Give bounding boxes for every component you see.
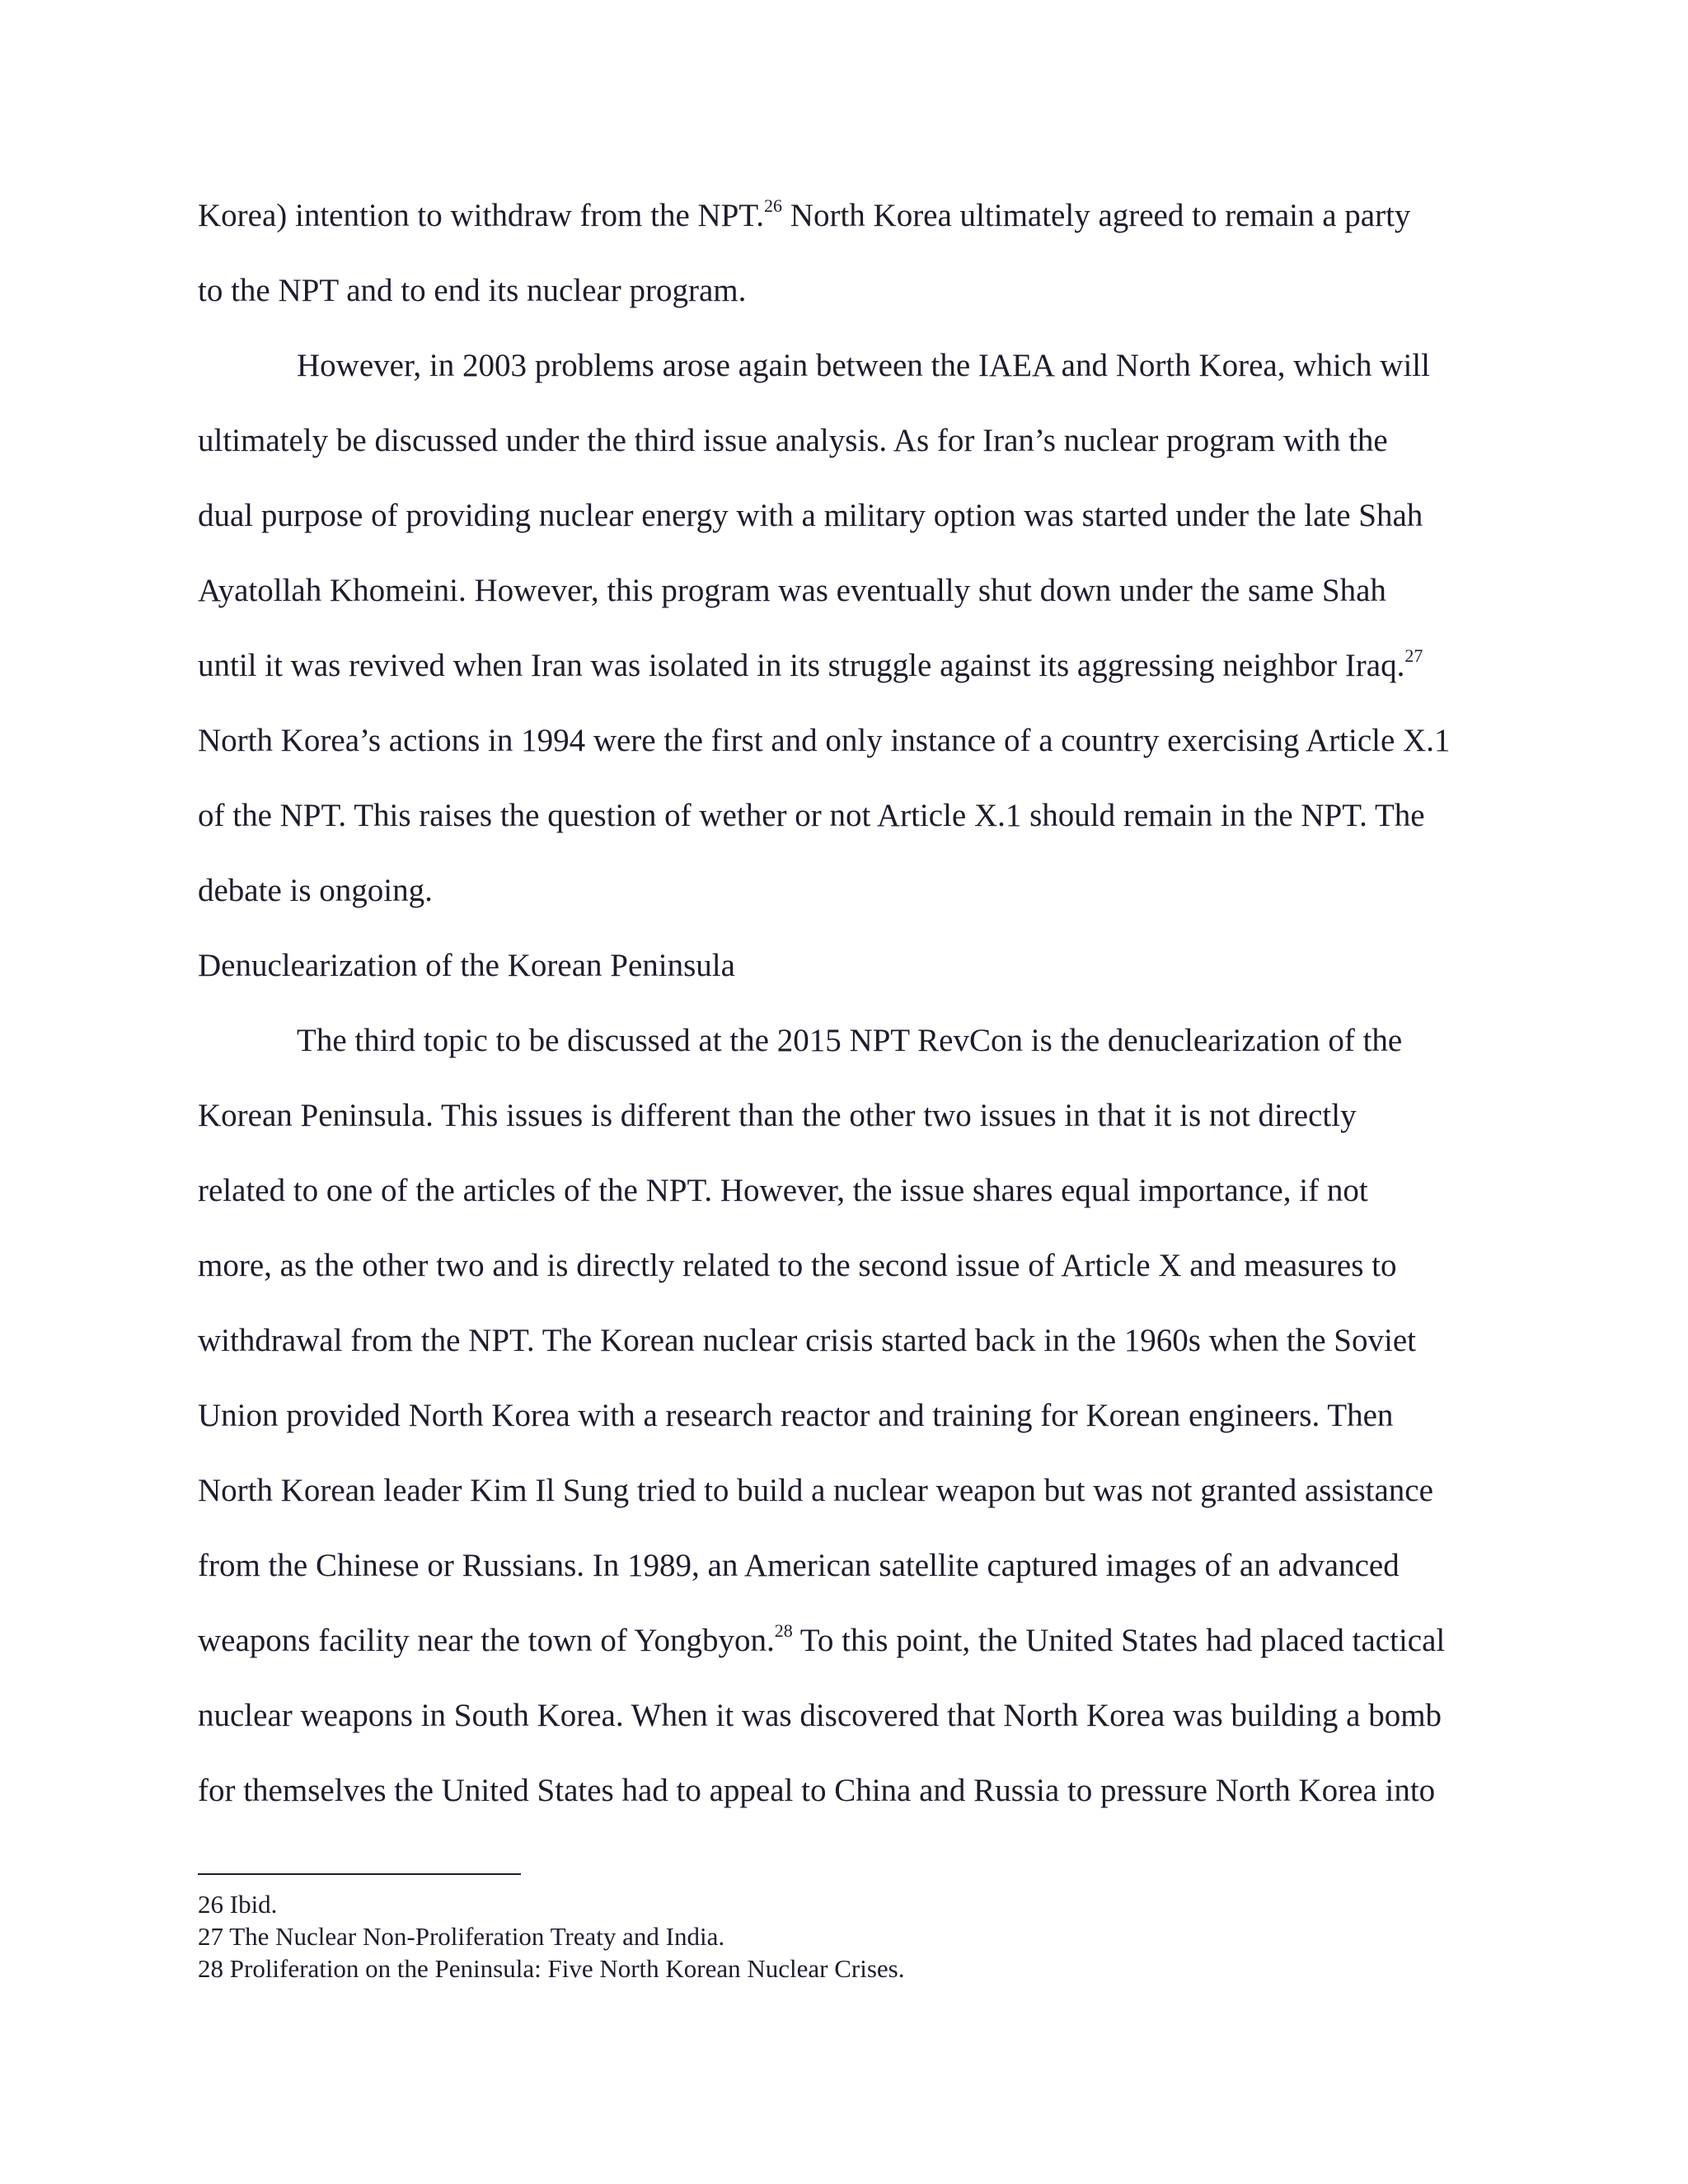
body-line: nuclear weapons in South Korea. When it was discovered that North Korea was building a bomb — [198, 1698, 1442, 1733]
body-line: for themselves the United States had to appeal to China and Russia to pressure North Korea into — [198, 1773, 1436, 1808]
footnote-separator — [198, 1873, 521, 1875]
footnote-ref: 28 — [774, 1620, 793, 1641]
body-line: Korea) intention to withdraw from the NPT.$^{26}$ North Korea ultimately agreed to remain a party — [198, 195, 1411, 233]
body-line: North Korea’s actions in 1994 were the first and only instance of a country exercising Article X.1 — [198, 723, 1451, 758]
body-line: ultimately be discussed under the third issue analysis. As for Iran’s nuclear program with the — [198, 423, 1388, 458]
body-line: debate is ongoing. — [198, 873, 433, 908]
footnote-ref: 26 — [764, 195, 783, 216]
body-line: Union provided North Korea with a research reactor and training for Korean engineers. Then — [198, 1398, 1394, 1433]
body-line: withdrawal from the NPT. The Korean nuclear crisis started back in the 1960s when the Soviet — [198, 1323, 1416, 1358]
body-line: dual purpose of providing nuclear energy with a military option was started under the late Shah — [198, 498, 1423, 533]
body-line: until it was revived when Iran was isolated in its struggle against its aggressing neighbor Iraq.$^{27}$ — [198, 645, 1423, 683]
footnote: 27 The Nuclear Non-Proliferation Treaty and India. — [198, 1922, 725, 1951]
footnote-ref: 27 — [1404, 645, 1423, 666]
paragraph-start-line: However, in 2003 problems arose again between the IAEA and North Korea, which will — [297, 348, 1430, 383]
body-line: Korean Peninsula. This issues is different than the other two issues in that it is not directly — [198, 1098, 1357, 1133]
footnote: 26 Ibid. — [198, 1890, 278, 1919]
body-line: of the NPT. This raises the question of wether or not Article X.1 should remain in the NPT. The — [198, 798, 1425, 833]
body-line: to the NPT and to end its nuclear program. — [198, 273, 747, 308]
footnote: 28 Proliferation on the Peninsula: Five North Korean Nuclear Crises. — [198, 1954, 905, 1983]
body-line: related to one of the articles of the NPT. However, the issue shares equal importance, if not — [198, 1173, 1368, 1208]
section-heading: Denuclearization of the Korean Peninsula — [198, 948, 735, 983]
paragraph-start-line: The third topic to be discussed at the 2015 NPT RevCon is the denuclearization of the — [297, 1023, 1403, 1058]
body-line: North Korean leader Kim Il Sung tried to build a nuclear weapon but was not granted assistance — [198, 1473, 1433, 1508]
body-line: Ayatollah Khomeini. However, this program was eventually shut down under the same Shah — [198, 573, 1386, 608]
body-line: more, as the other two and is directly related to the second issue of Article X and measures to — [198, 1248, 1397, 1283]
body-line: weapons facility near the town of Yongbyon.$^{28}$ To this point, the United States had placed tactical — [198, 1620, 1446, 1658]
body-line: from the Chinese or Russians. In 1989, an American satellite captured images of an advanced — [198, 1548, 1400, 1583]
